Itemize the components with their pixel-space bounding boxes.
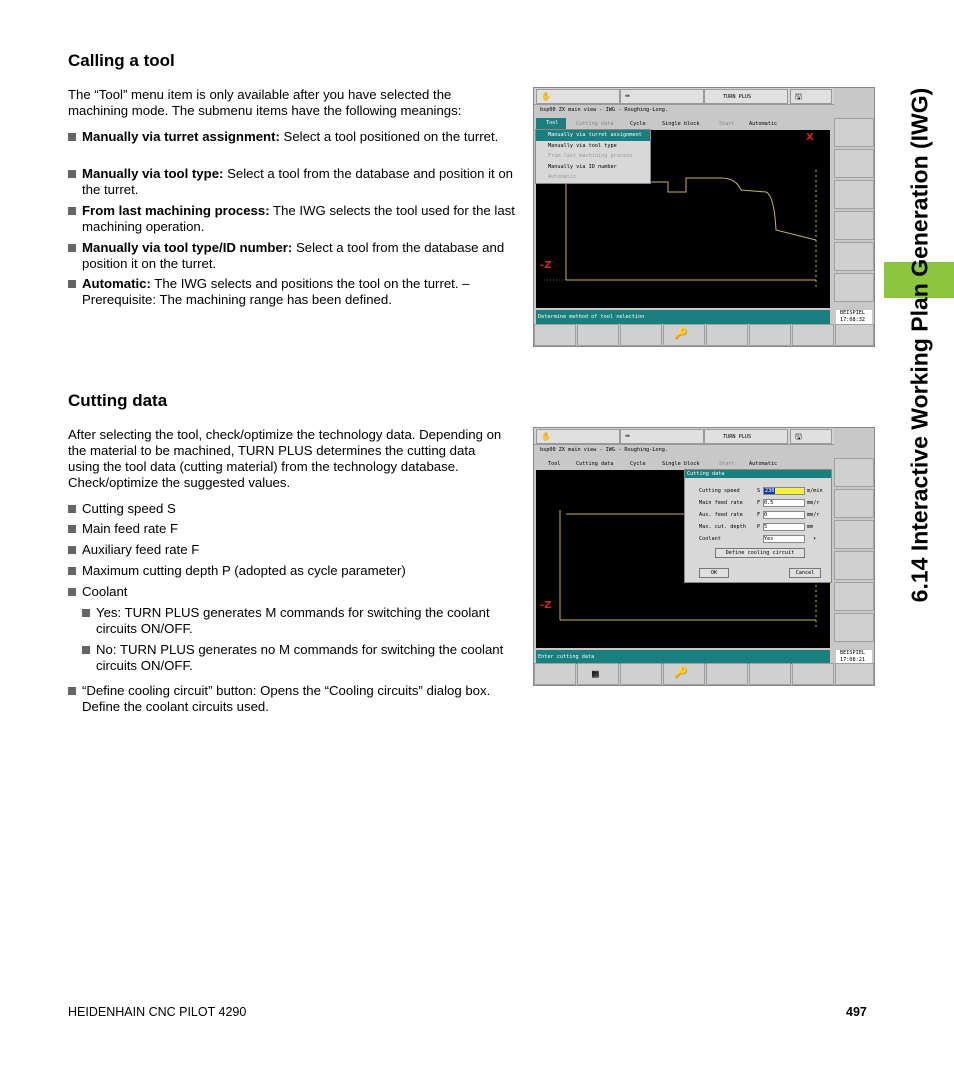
- list-item: Manually via turret assignment: Select a tool positioned on the turret.: [68, 129, 514, 145]
- menu-cycle[interactable]: Cycle: [630, 121, 646, 127]
- dropdown-item[interactable]: Manually via tool type: [548, 142, 617, 149]
- menu-tool[interactable]: Tool: [548, 461, 561, 467]
- corner-name: BEISPIEL: [840, 650, 865, 656]
- corner-name: BEISPIEL: [840, 310, 865, 316]
- list-item: From last machining process: The IWG selects the tool used for the last machining operation.: [68, 203, 522, 235]
- menu-automatic[interactable]: Automatic: [749, 121, 778, 127]
- list-item: Manually via tool type: Select a tool from the database and position it on the turret.: [68, 166, 514, 198]
- softkey[interactable]: [749, 324, 791, 346]
- softkey[interactable]: [534, 663, 576, 685]
- cancel-button[interactable]: Cancel: [789, 568, 821, 578]
- softkey[interactable]: [749, 663, 791, 685]
- define-cooling-circuit-button[interactable]: Define cooling circuit: [715, 548, 805, 558]
- menu-single-block[interactable]: Single block: [662, 121, 700, 127]
- softkey[interactable]: [834, 582, 874, 611]
- field-label: Coolant: [699, 536, 721, 542]
- axis-x-label: X: [806, 132, 814, 143]
- tab-arrow[interactable]: ⇛: [620, 429, 704, 444]
- list-item: Coolant: [68, 584, 512, 600]
- dropdown-item[interactable]: Automatic: [548, 174, 577, 180]
- menu-tool[interactable]: Tool: [536, 118, 566, 129]
- list-item: Auxiliary feed rate F: [68, 542, 512, 558]
- chevron-down-icon[interactable]: ▾: [813, 536, 817, 542]
- softkey[interactable]: [834, 242, 874, 271]
- section2-intro: After selecting the tool, check/optimize the technology data. Depending on the material to be machined, TURN PLUS determines the cutting data using the tool data (cutting material) from the technology database. Check/optimize the suggested values.: [68, 427, 502, 490]
- field-label: Aux. feed rate: [699, 512, 743, 518]
- softkey-key-icon[interactable]: 🔑: [663, 324, 705, 346]
- softkey[interactable]: [835, 324, 874, 346]
- softkey[interactable]: [620, 663, 662, 685]
- softkey-row: [534, 663, 874, 685]
- softkey-row: [534, 324, 874, 346]
- softkey[interactable]: [835, 663, 874, 685]
- field-label: Max. cut. depth: [699, 524, 746, 530]
- max-cut-depth-field[interactable]: 5: [763, 523, 805, 531]
- path-line: bsp00 ZX main view - IWG - Roughing-Long.: [540, 107, 669, 113]
- softkey[interactable]: [792, 324, 834, 346]
- aux-feed-field[interactable]: 0: [763, 511, 805, 519]
- menu-start[interactable]: Start: [719, 121, 735, 127]
- field-unit: m/min: [807, 488, 823, 494]
- tab-turn-plus[interactable]: TURN PLUS: [704, 429, 788, 444]
- softkey-key-icon[interactable]: 🔑: [663, 663, 705, 685]
- softkey-column: [834, 458, 874, 648]
- field-letter: F: [757, 512, 761, 518]
- sub-list-item: No: TURN PLUS generates no M commands for switching the coolant circuits ON/OFF.: [82, 642, 514, 674]
- page-number: 497: [846, 1005, 867, 1019]
- menu-cycle[interactable]: Cycle: [630, 461, 646, 467]
- softkey[interactable]: [834, 551, 874, 580]
- tab-save[interactable]: 🖫: [790, 429, 832, 444]
- softkey-calculator-icon[interactable]: ▦: [577, 663, 619, 685]
- status-line: Determine method of tool selection: [536, 310, 830, 324]
- axis-z-label: -Z: [540, 260, 552, 271]
- corner-time: 17:08:21: [840, 657, 865, 663]
- status-line: Enter cutting data: [536, 650, 830, 664]
- cutting-data-dialog: [684, 469, 832, 583]
- tool-dropdown: [535, 129, 651, 184]
- section-heading-cutting-data: Cutting data: [68, 391, 168, 410]
- softkey[interactable]: [534, 324, 576, 346]
- field-label: Main feed rate: [699, 500, 743, 506]
- menu-cutting-data[interactable]: Cutting data: [576, 121, 614, 127]
- list-item: Manually via tool type/ID number: Select a tool from the database and position it on the turret.: [68, 240, 514, 272]
- softkey[interactable]: [834, 273, 874, 302]
- screen-top-bar: [534, 88, 834, 105]
- list-item: “Define cooling circuit” button: Opens the “Cooling circuits” dialog box. Define the coolant circuits used.: [68, 683, 528, 715]
- dropdown-item[interactable]: Manually via turret assignment: [536, 130, 650, 141]
- softkey[interactable]: [834, 613, 874, 642]
- softkey[interactable]: [834, 149, 874, 178]
- dropdown-item[interactable]: From last machining process: [548, 153, 633, 159]
- screenshot-tool-menu: [533, 87, 875, 347]
- field-unit: mm/r: [807, 512, 820, 518]
- softkey[interactable]: [834, 211, 874, 240]
- list-item: Main feed rate F: [68, 521, 512, 537]
- field-unit: mm: [807, 524, 814, 530]
- softkey[interactable]: [834, 458, 874, 487]
- menu-cutting-data[interactable]: Cutting data: [576, 461, 614, 467]
- axis-z-label: -Z: [540, 600, 552, 611]
- dropdown-item[interactable]: Manually via ID number: [548, 163, 617, 170]
- corner-time: 17:08:32: [840, 317, 865, 323]
- softkey[interactable]: [706, 663, 748, 685]
- tab-arrow[interactable]: ⇛: [620, 89, 704, 104]
- field-label: Cutting speed: [699, 488, 740, 494]
- field-letter: S: [757, 488, 761, 494]
- field-letter: P: [757, 524, 761, 530]
- path-line: bsp00 ZX main view - IWG - Roughing-Long.: [540, 447, 669, 453]
- dialog-title: Cutting data: [685, 470, 831, 478]
- menu-start[interactable]: Start: [719, 461, 735, 467]
- tab-cursor[interactable]: ✋: [536, 89, 620, 104]
- softkey[interactable]: [834, 118, 874, 147]
- softkey[interactable]: [577, 324, 619, 346]
- tab-turn-plus[interactable]: TURN PLUS: [704, 89, 788, 104]
- coolant-select[interactable]: Yes: [763, 535, 805, 543]
- softkey[interactable]: [792, 663, 834, 685]
- menu-automatic[interactable]: Automatic: [749, 461, 778, 467]
- softkey[interactable]: [834, 180, 874, 209]
- tab-save[interactable]: 🖫: [790, 89, 832, 104]
- main-feed-field[interactable]: 0.5: [763, 499, 805, 507]
- section-heading-calling-tool: Calling a tool: [68, 51, 175, 70]
- screenshot-cutting-data: [533, 427, 875, 686]
- screen-top-bar: [534, 428, 834, 445]
- softkey[interactable]: [620, 324, 662, 346]
- section1-intro: The “Tool” menu item is only available after you have selected the machining mode. The submenu items have the following meanings:: [68, 87, 462, 118]
- ok-button[interactable]: OK: [699, 568, 729, 578]
- softkey-column: [834, 118, 874, 308]
- footer-product: HEIDENHAIN CNC PILOT 4290: [68, 1005, 247, 1019]
- list-item: Automatic: The IWG selects and positions the tool on the turret. – Prerequisite: The machining range has been defined.: [68, 276, 528, 308]
- softkey[interactable]: [834, 489, 874, 518]
- menu-single-block[interactable]: Single block: [662, 461, 700, 467]
- list-item: Cutting speed S: [68, 501, 512, 517]
- menu-bar: [534, 118, 832, 129]
- field-unit: mm/r: [807, 500, 820, 506]
- menu-bar: [534, 458, 832, 469]
- softkey[interactable]: [834, 520, 874, 549]
- sub-list-item: Yes: TURN PLUS generates M commands for switching the coolant circuits ON/OFF.: [82, 605, 506, 637]
- field-letter: F: [757, 500, 761, 506]
- list-item: Maximum cutting depth P (adopted as cycle parameter): [68, 563, 522, 579]
- cutting-speed-field[interactable]: 230: [763, 487, 805, 495]
- softkey[interactable]: [706, 324, 748, 346]
- tab-cursor[interactable]: ✋: [536, 429, 620, 444]
